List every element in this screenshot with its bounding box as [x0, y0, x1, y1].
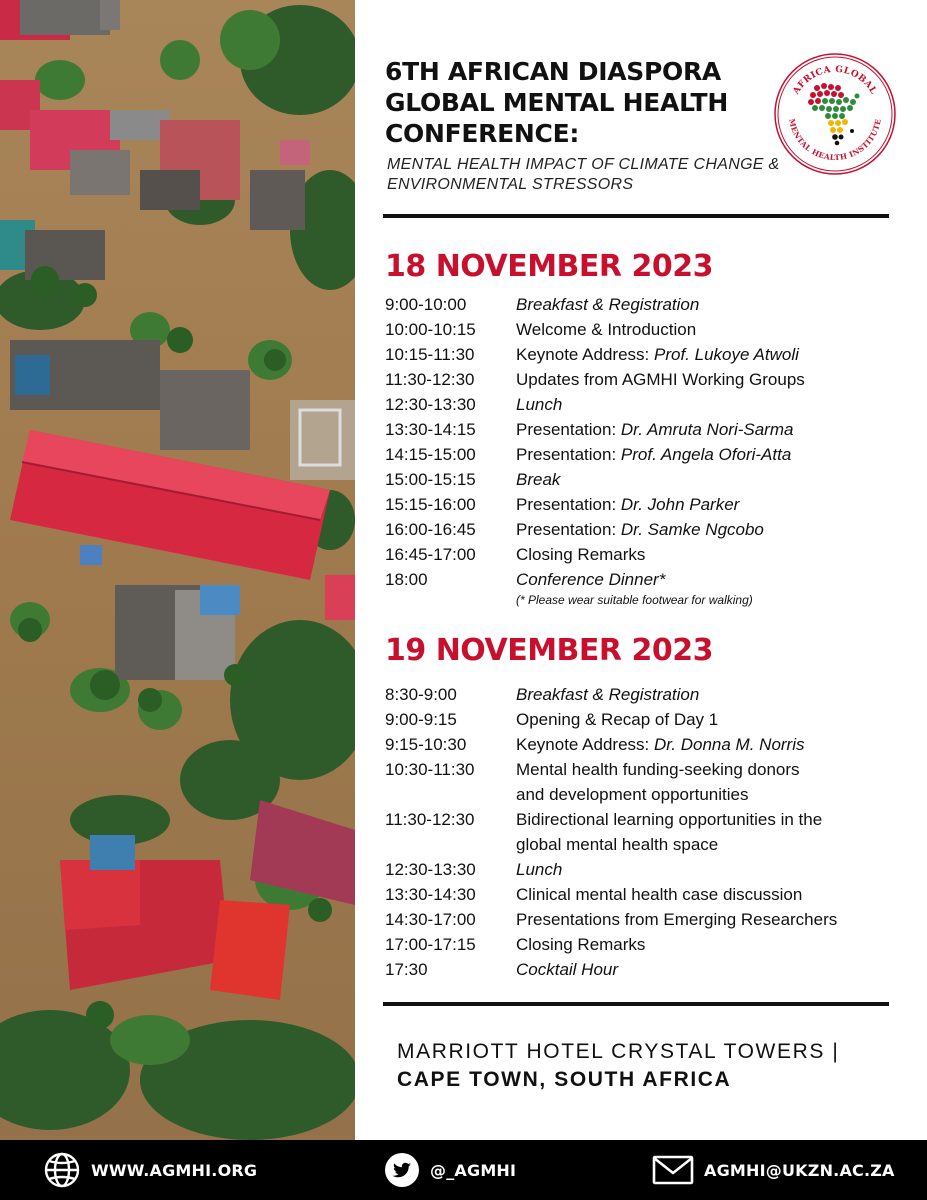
session-title: Cocktail Hour	[516, 960, 619, 979]
day2-session	[385, 957, 890, 982]
session-time: 11:30-12:30	[385, 810, 475, 829]
footwear-note: (* Please wear suitable footwear for walking)	[516, 593, 753, 607]
conference-subtitle	[387, 155, 827, 195]
session-time: 17:00-17:15	[385, 935, 476, 954]
day2-schedule	[385, 682, 890, 982]
day2-session	[385, 757, 890, 807]
session-time: 8:30-9:00	[385, 685, 457, 704]
day1-session	[385, 367, 890, 392]
venue-hotel: MARRIOTT HOTEL CRYSTAL TOWERS |	[397, 1040, 840, 1063]
session-time: 12:30-13:30	[385, 860, 476, 879]
day1-schedule	[385, 292, 890, 609]
day2-session	[385, 707, 890, 732]
day1-session	[385, 442, 890, 467]
day2-session	[385, 932, 890, 957]
twitter-icon	[384, 1152, 420, 1188]
session-time: 15:00-15:15	[385, 470, 476, 489]
contact-footer	[0, 1140, 927, 1200]
agmhi-logo	[773, 52, 897, 176]
session-title: Welcome & Introduction	[516, 320, 697, 339]
session-title: Clinical mental health case discussion	[516, 885, 803, 904]
session-time: 16:45-17:00	[385, 545, 476, 564]
day2-session	[385, 732, 890, 757]
session-time: 9:00-9:15	[385, 710, 457, 729]
session-title: Conference Dinner*	[516, 570, 666, 589]
day2-heading: 19 NOVEMBER 2023	[385, 633, 713, 668]
day1-session	[385, 392, 890, 417]
session-time: 12:30-13:30	[385, 395, 476, 414]
session-type: Presentation:	[516, 420, 621, 439]
session-type: Presentation:	[516, 520, 621, 539]
day2-session	[385, 882, 890, 907]
session-title: Presentations from Emerging Researchers	[516, 910, 838, 929]
title-line-1: 6TH AFRICAN DIASPORA	[385, 57, 721, 86]
session-title-continued: and development opportunities	[516, 785, 749, 804]
logo-top-text: AFRICA GLOBAL	[791, 64, 879, 97]
speaker-name: Dr. Donna M. Norris	[653, 735, 805, 754]
day1-session	[385, 342, 890, 367]
venue-city: CAPE TOWN, SOUTH AFRICA	[397, 1068, 732, 1091]
aerial-photo-illustration	[0, 0, 355, 1140]
flooded-village-aerial-photo	[0, 0, 355, 1140]
title-line-3: CONFERENCE:	[385, 119, 580, 148]
session-time: 18:00	[385, 570, 428, 589]
session-title: Breakfast & Registration	[516, 685, 700, 704]
day2-session	[385, 907, 890, 932]
day1-heading: 18 NOVEMBER 2023	[385, 249, 713, 284]
session-time: 14:30-17:00	[385, 910, 476, 929]
session-title: Bidirectional learning opportunities in the	[516, 810, 823, 829]
logo-bottom-text: MENTAL HEALTH INSTITUTE	[787, 117, 883, 163]
session-type: Keynote Address:	[516, 345, 654, 364]
session-time: 13:30-14:30	[385, 885, 476, 904]
subtitle-line-1: MENTAL HEALTH IMPACT OF CLIMATE CHANGE &	[387, 156, 780, 173]
website-text: WWW.AGMHI.ORG	[91, 1160, 258, 1180]
day2-session	[385, 857, 890, 882]
email-text: AGMHI@UKZN.AC.ZA	[704, 1160, 895, 1180]
day2-session	[385, 807, 890, 857]
session-time: 10:30-11:30	[385, 760, 475, 779]
day1-session	[385, 317, 890, 342]
twitter-handle: @_AGMHI	[430, 1160, 517, 1180]
session-title: Lunch	[516, 395, 563, 414]
speaker-name: Prof. Lukoye Atwoli	[653, 345, 799, 364]
day1-session	[385, 542, 890, 567]
session-title: Opening & Recap of Day 1	[516, 710, 719, 729]
session-time: 9:15-10:30	[385, 735, 467, 754]
session-type: Presentation:	[516, 495, 621, 514]
session-time: 10:15-11:30	[385, 345, 475, 364]
session-time: 13:30-14:15	[385, 420, 476, 439]
speaker-name: Dr. John Parker	[620, 495, 740, 514]
day1-session	[385, 417, 890, 442]
conference-title	[385, 56, 765, 149]
session-title: Breakfast & Registration	[516, 295, 700, 314]
session-time: 10:00-10:15	[385, 320, 476, 339]
day2-session	[385, 682, 890, 707]
day1-session	[385, 492, 890, 517]
divider-top	[383, 214, 889, 218]
session-time: 15:15-16:00	[385, 495, 476, 514]
subtitle-line-2: ENVIRONMENTAL STRESSORS	[387, 176, 634, 193]
session-time: 17:30	[385, 960, 428, 979]
title-line-2: GLOBAL MENTAL HEALTH	[385, 88, 728, 117]
website-link[interactable]	[43, 1140, 257, 1200]
speaker-name: Dr. Samke Ngcobo	[620, 520, 764, 539]
session-time: 9:00-10:00	[385, 295, 467, 314]
session-time: 16:00-16:45	[385, 520, 476, 539]
session-title: Mental health funding-seeking donors	[516, 760, 800, 779]
day1-session	[385, 517, 890, 542]
session-time: 11:30-12:30	[385, 370, 475, 389]
session-title: Break	[516, 470, 561, 489]
session-title-continued: global mental health space	[516, 835, 719, 854]
session-title: Lunch	[516, 860, 563, 879]
twitter-link[interactable]	[384, 1140, 516, 1200]
speaker-name: Dr. Amruta Nori-Sarma	[620, 420, 794, 439]
divider-bottom	[383, 1002, 889, 1006]
day1-session	[385, 467, 890, 492]
program-content	[383, 0, 893, 1140]
session-title: Updates from AGMHI Working Groups	[516, 370, 805, 389]
session-title: Closing Remarks	[516, 935, 646, 954]
session-type: Presentation:	[516, 445, 621, 464]
session-type: Keynote Address:	[516, 735, 654, 754]
globe-icon	[43, 1151, 81, 1189]
email-link[interactable]	[652, 1140, 895, 1200]
day1-session	[385, 292, 890, 317]
session-time: 14:15-15:00	[385, 445, 476, 464]
session-title: Closing Remarks	[516, 545, 646, 564]
day1-session	[385, 567, 890, 592]
speaker-name: Prof. Angela Ofori-Atta	[620, 445, 792, 464]
mail-icon	[652, 1154, 694, 1186]
